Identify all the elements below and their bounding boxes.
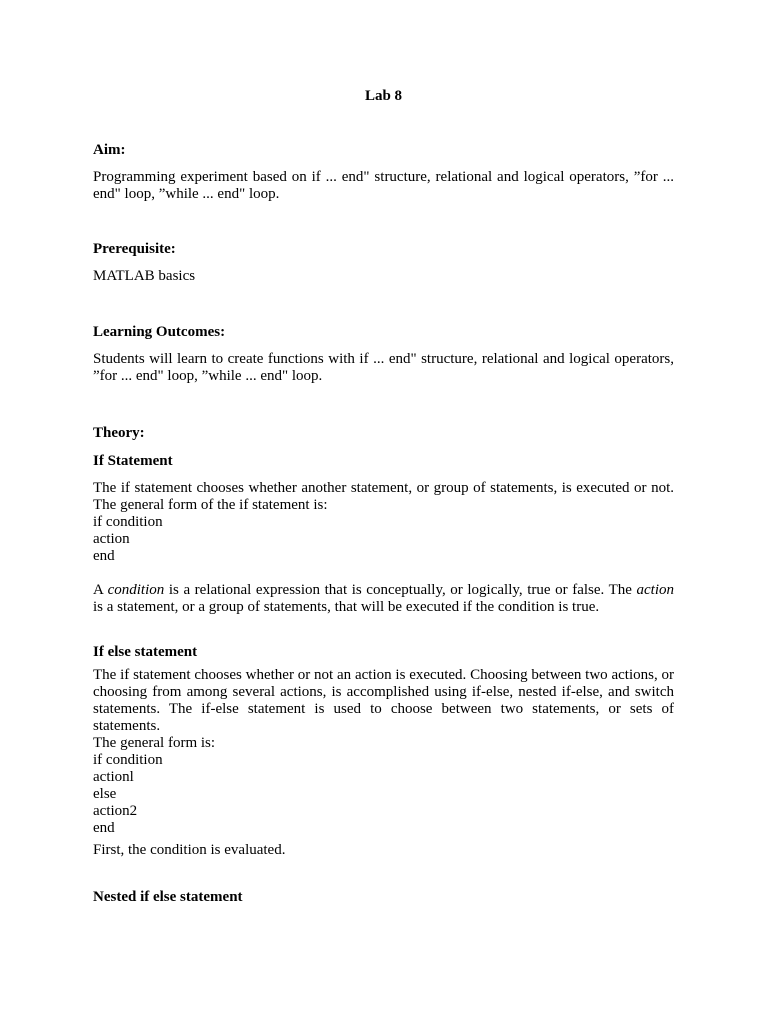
code-line: end [93, 820, 115, 836]
if-else-code [93, 735, 674, 837]
nested-if-else-heading: Nested if else statement [93, 889, 243, 905]
general-form-label: The general form is: [93, 735, 216, 751]
code-line: action [93, 531, 130, 547]
code-line: end [93, 548, 115, 564]
learning-outcomes-heading: Learning Outcomes: [93, 324, 226, 340]
condition-term: condition [107, 582, 165, 598]
document-page [93, 86, 674, 907]
condition-explanation [93, 582, 674, 616]
if-else-text: The if statement chooses whether or not an action is executed. Choosing between two actions, or choosing from among several actions, is accomplished using if-else, nested if-else, and switch statements. The if-else statement is used to choose between two statements, or sets of statements. [93, 667, 674, 734]
if-statement-text: The if statement chooses whether another statement, or group of statements, is executed or not. The general form of the if statement is: [93, 480, 674, 513]
explain-text: is a statement, or a group of statements, that will be executed if the condition is true. [93, 599, 600, 615]
learning-outcomes-text: Students will learn to create functions with if ... end" structure, relational and logical operators, ”for ... end" loop, ”while ... end" loop. [93, 351, 674, 384]
prerequisite-heading: Prerequisite: [93, 241, 176, 257]
if-statement-heading: If Statement [93, 453, 173, 469]
if-else-after-text: First, the condition is evaluated. [93, 842, 286, 858]
code-line: actionl [93, 769, 134, 785]
if-statement-code [93, 514, 674, 565]
if-else-heading: If else statement [93, 644, 198, 660]
code-line: else [93, 786, 117, 802]
action-term: action [636, 582, 674, 598]
prerequisite-text: MATLAB basics [93, 268, 196, 284]
theory-heading: Theory: [93, 425, 145, 441]
code-line: if condition [93, 752, 163, 768]
page-title: Lab 8 [364, 88, 403, 104]
code-line: action2 [93, 803, 138, 819]
explain-text: A [93, 582, 108, 598]
code-line: if condition [93, 514, 163, 530]
aim-heading: Aim: [93, 142, 126, 158]
explain-text: is a relational expression that is conceptually, or logically, true or false. The [164, 582, 637, 598]
aim-text: Programming experiment based on if ... end" structure, relational and logical operators, ”for ... end" loop, ”while ... end" loop. [93, 169, 674, 202]
